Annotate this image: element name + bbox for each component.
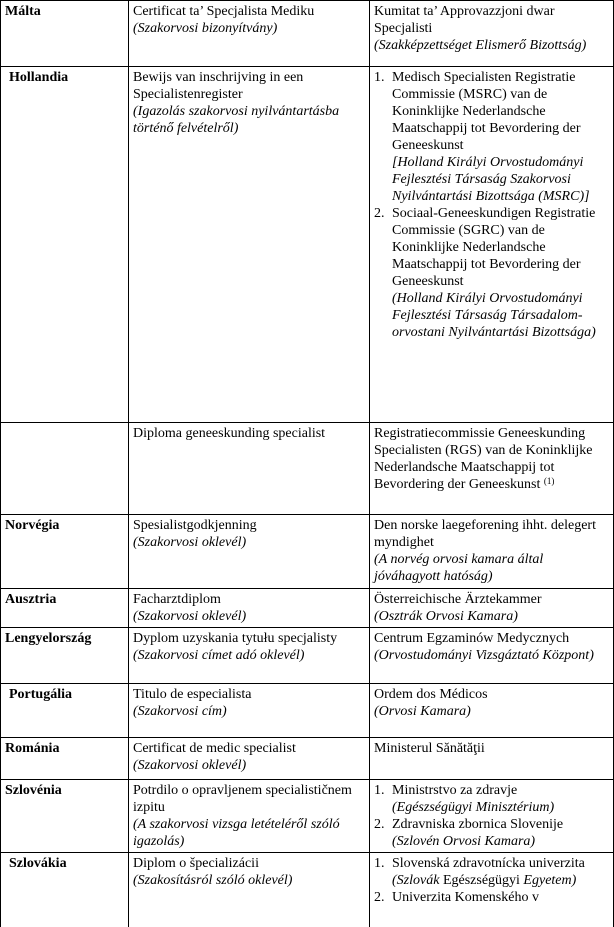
- awarding-body-translation: (Szlovén Orvosi Kamara): [392, 834, 536, 849]
- list-item: [374, 782, 609, 816]
- diploma-title: Dyplom uzyskania tytułu specjalisty: [133, 631, 338, 646]
- table-row: [1, 423, 614, 515]
- table-row: [1, 628, 614, 684]
- awarding-body: Zdravniska zbornica Slovenije: [392, 817, 564, 832]
- awarding-body-translation: (Holland Királyi Orvostudományi Fejlesztési Társaság Társadalom-orvostani Nyilvántartási Bizottsága): [392, 291, 596, 340]
- awarding-body-list: [374, 855, 609, 906]
- awarding-body-translation: (Szakképzettséget Elismerő Bizottság): [374, 38, 587, 53]
- awarding-body: Ministerul Sănătăţii: [374, 741, 485, 756]
- awarding-body-cell: [370, 67, 614, 423]
- awarding-body-cell: [370, 1, 614, 67]
- awarding-body: Slovenská zdravotnícka univerzita: [392, 856, 585, 871]
- diploma-translation: (Szakorvosi oklevél): [133, 609, 247, 624]
- diploma-translation: (A szakorvosi vizsga letételéről szóló igazolás): [133, 817, 340, 849]
- awarding-body-cell: [370, 515, 614, 589]
- awarding-body-translation: (Orvostudományi Vizsgáztató Központ): [374, 648, 594, 663]
- list-number: 1.: [374, 70, 385, 85]
- diploma-title: Titulo de especialista: [133, 687, 252, 702]
- diploma-cell: [129, 684, 370, 738]
- awarding-body-cell: [370, 684, 614, 738]
- diploma-title: Certificat de medic specialist: [133, 741, 296, 756]
- diploma-title: Spesialistgodkjenning: [133, 518, 257, 533]
- awarding-body: Kumitat ta’ Approvazzjoni dwar Specjalisti: [374, 4, 555, 36]
- awarding-body-translation: (Osztrák Orvosi Kamara): [374, 609, 518, 624]
- list-number: 2.: [374, 206, 385, 221]
- awarding-body: Sociaal-Geneeskundigen Registratie Commissie (SGRC) van de Koninklijke Nederlandsche Maatschappij tot Bevordering der Geneeskunst: [392, 206, 596, 289]
- table-row: [1, 780, 614, 853]
- table-row: [1, 589, 614, 628]
- country-cell: Románia: [1, 738, 129, 780]
- awarding-body: Registratiecommissie Geneeskunding Specialisten (RGS) van de Koninklijke Nederlandsche Maatschappij tot Bevordering der Geneeskunst: [374, 426, 593, 492]
- country-cell: Ausztria: [1, 589, 129, 628]
- table-row: [1, 515, 614, 589]
- diploma-cell: [129, 67, 370, 423]
- diploma-cell: [129, 780, 370, 853]
- awarding-body: Centrum Egzaminów Medycznych: [374, 631, 570, 646]
- diploma-cell: [129, 1, 370, 67]
- diploma-translation: (Igazolás szakorvosi nyilvántartásba történő felvételről): [133, 104, 340, 136]
- diploma-cell: [129, 515, 370, 589]
- awarding-body-translation: (A norvég orvosi kamara által jóváhagyott hatóság): [374, 552, 544, 584]
- awarding-body: Medisch Specialisten Registratie Commissie (MSRC) van de Koninklijke Nederlandsche Maatschappij tot Bevordering der Geneeskunst: [392, 70, 581, 153]
- awarding-body-list: [374, 69, 609, 341]
- list-number: 2.: [374, 890, 385, 905]
- awarding-body-cell: [370, 853, 614, 927]
- diploma-title: Diplom o špecializácii: [133, 856, 259, 871]
- diploma-cell: [129, 423, 370, 515]
- list-item: [374, 889, 609, 906]
- table-row: [1, 738, 614, 780]
- country-cell: Szlovénia: [1, 780, 129, 853]
- awarding-body: Univerzita Komenského v: [392, 890, 539, 905]
- list-number: 1.: [374, 783, 385, 798]
- diploma-title: Diploma geneeskunding specialist: [133, 426, 326, 441]
- country-cell: Portugália: [1, 684, 129, 738]
- diploma-cell: [129, 628, 370, 684]
- diploma-translation: (Szakosításról szóló oklevél): [133, 873, 293, 888]
- country-cell: Szlovákia: [1, 853, 129, 927]
- awarding-body-cell: [370, 780, 614, 853]
- awarding-body-cell: [370, 589, 614, 628]
- diploma-title: Bewijs van inschrijving in een Specialistenregister: [133, 70, 304, 102]
- awarding-body: Österreichische Ärztekammer: [374, 592, 542, 607]
- awarding-body-cell: [370, 628, 614, 684]
- awarding-body-translation: [Holland Királyi Orvostudományi Fejlesztési Társaság Szakorvosi Nyilvántartási Bizottsága (MSRC)]: [392, 155, 590, 204]
- awarding-body-cell: [370, 423, 614, 515]
- country-cell: Málta: [1, 1, 129, 67]
- translation-part: (Szlovák: [392, 873, 440, 888]
- table-row: [1, 1, 614, 67]
- country-cell: Lengyelország: [1, 628, 129, 684]
- awarding-body-translation: (Orvosi Kamara): [374, 704, 471, 719]
- table-row: [1, 684, 614, 738]
- list-number: 2.: [374, 817, 385, 832]
- awarding-body-list: [374, 782, 609, 850]
- diploma-translation: (Szakorvosi címet adó oklevél): [133, 648, 305, 663]
- diploma-title: Facharztdiplom: [133, 592, 221, 607]
- country-cell: Hollandia: [1, 67, 129, 423]
- country-cell: [1, 423, 129, 515]
- diploma-title: Potrdilo o opravljenem specialističnem izpitu: [133, 783, 352, 815]
- diploma-translation: (Szakorvosi cím): [133, 704, 227, 719]
- awarding-body-cell: [370, 738, 614, 780]
- awarding-body: Ordem dos Médicos: [374, 687, 488, 702]
- awarding-body-translation: [392, 872, 609, 889]
- list-item: [374, 69, 609, 205]
- diploma-translation: (Szakorvosi oklevél): [133, 535, 247, 550]
- country-cell: Norvégia: [1, 515, 129, 589]
- diploma-cell: [129, 589, 370, 628]
- translation-part: Egyetem): [523, 873, 577, 888]
- awarding-body-translation: (Egészségügyi Minisztérium): [392, 800, 555, 815]
- table-row: [1, 853, 614, 927]
- list-number: 1.: [374, 856, 385, 871]
- list-item: [374, 816, 609, 850]
- diploma-translation: (Szakorvosi bizonyítvány): [133, 21, 278, 36]
- table-row: [1, 67, 614, 423]
- list-item: [374, 855, 609, 889]
- translation-part: Egészségügyi: [442, 873, 520, 888]
- diploma-title: Certificat ta’ Specjalista Mediku: [133, 4, 315, 19]
- list-item: [374, 205, 609, 341]
- awarding-body: Ministrstvo za zdravje: [392, 783, 518, 798]
- awarding-body: Den norske laegeforening ihht. delegert myndighet: [374, 518, 596, 550]
- diploma-cell: [129, 738, 370, 780]
- diploma-translation: (Szakorvosi oklevél): [133, 758, 247, 773]
- diploma-cell: [129, 853, 370, 927]
- footnote-marker: (1): [543, 476, 555, 486]
